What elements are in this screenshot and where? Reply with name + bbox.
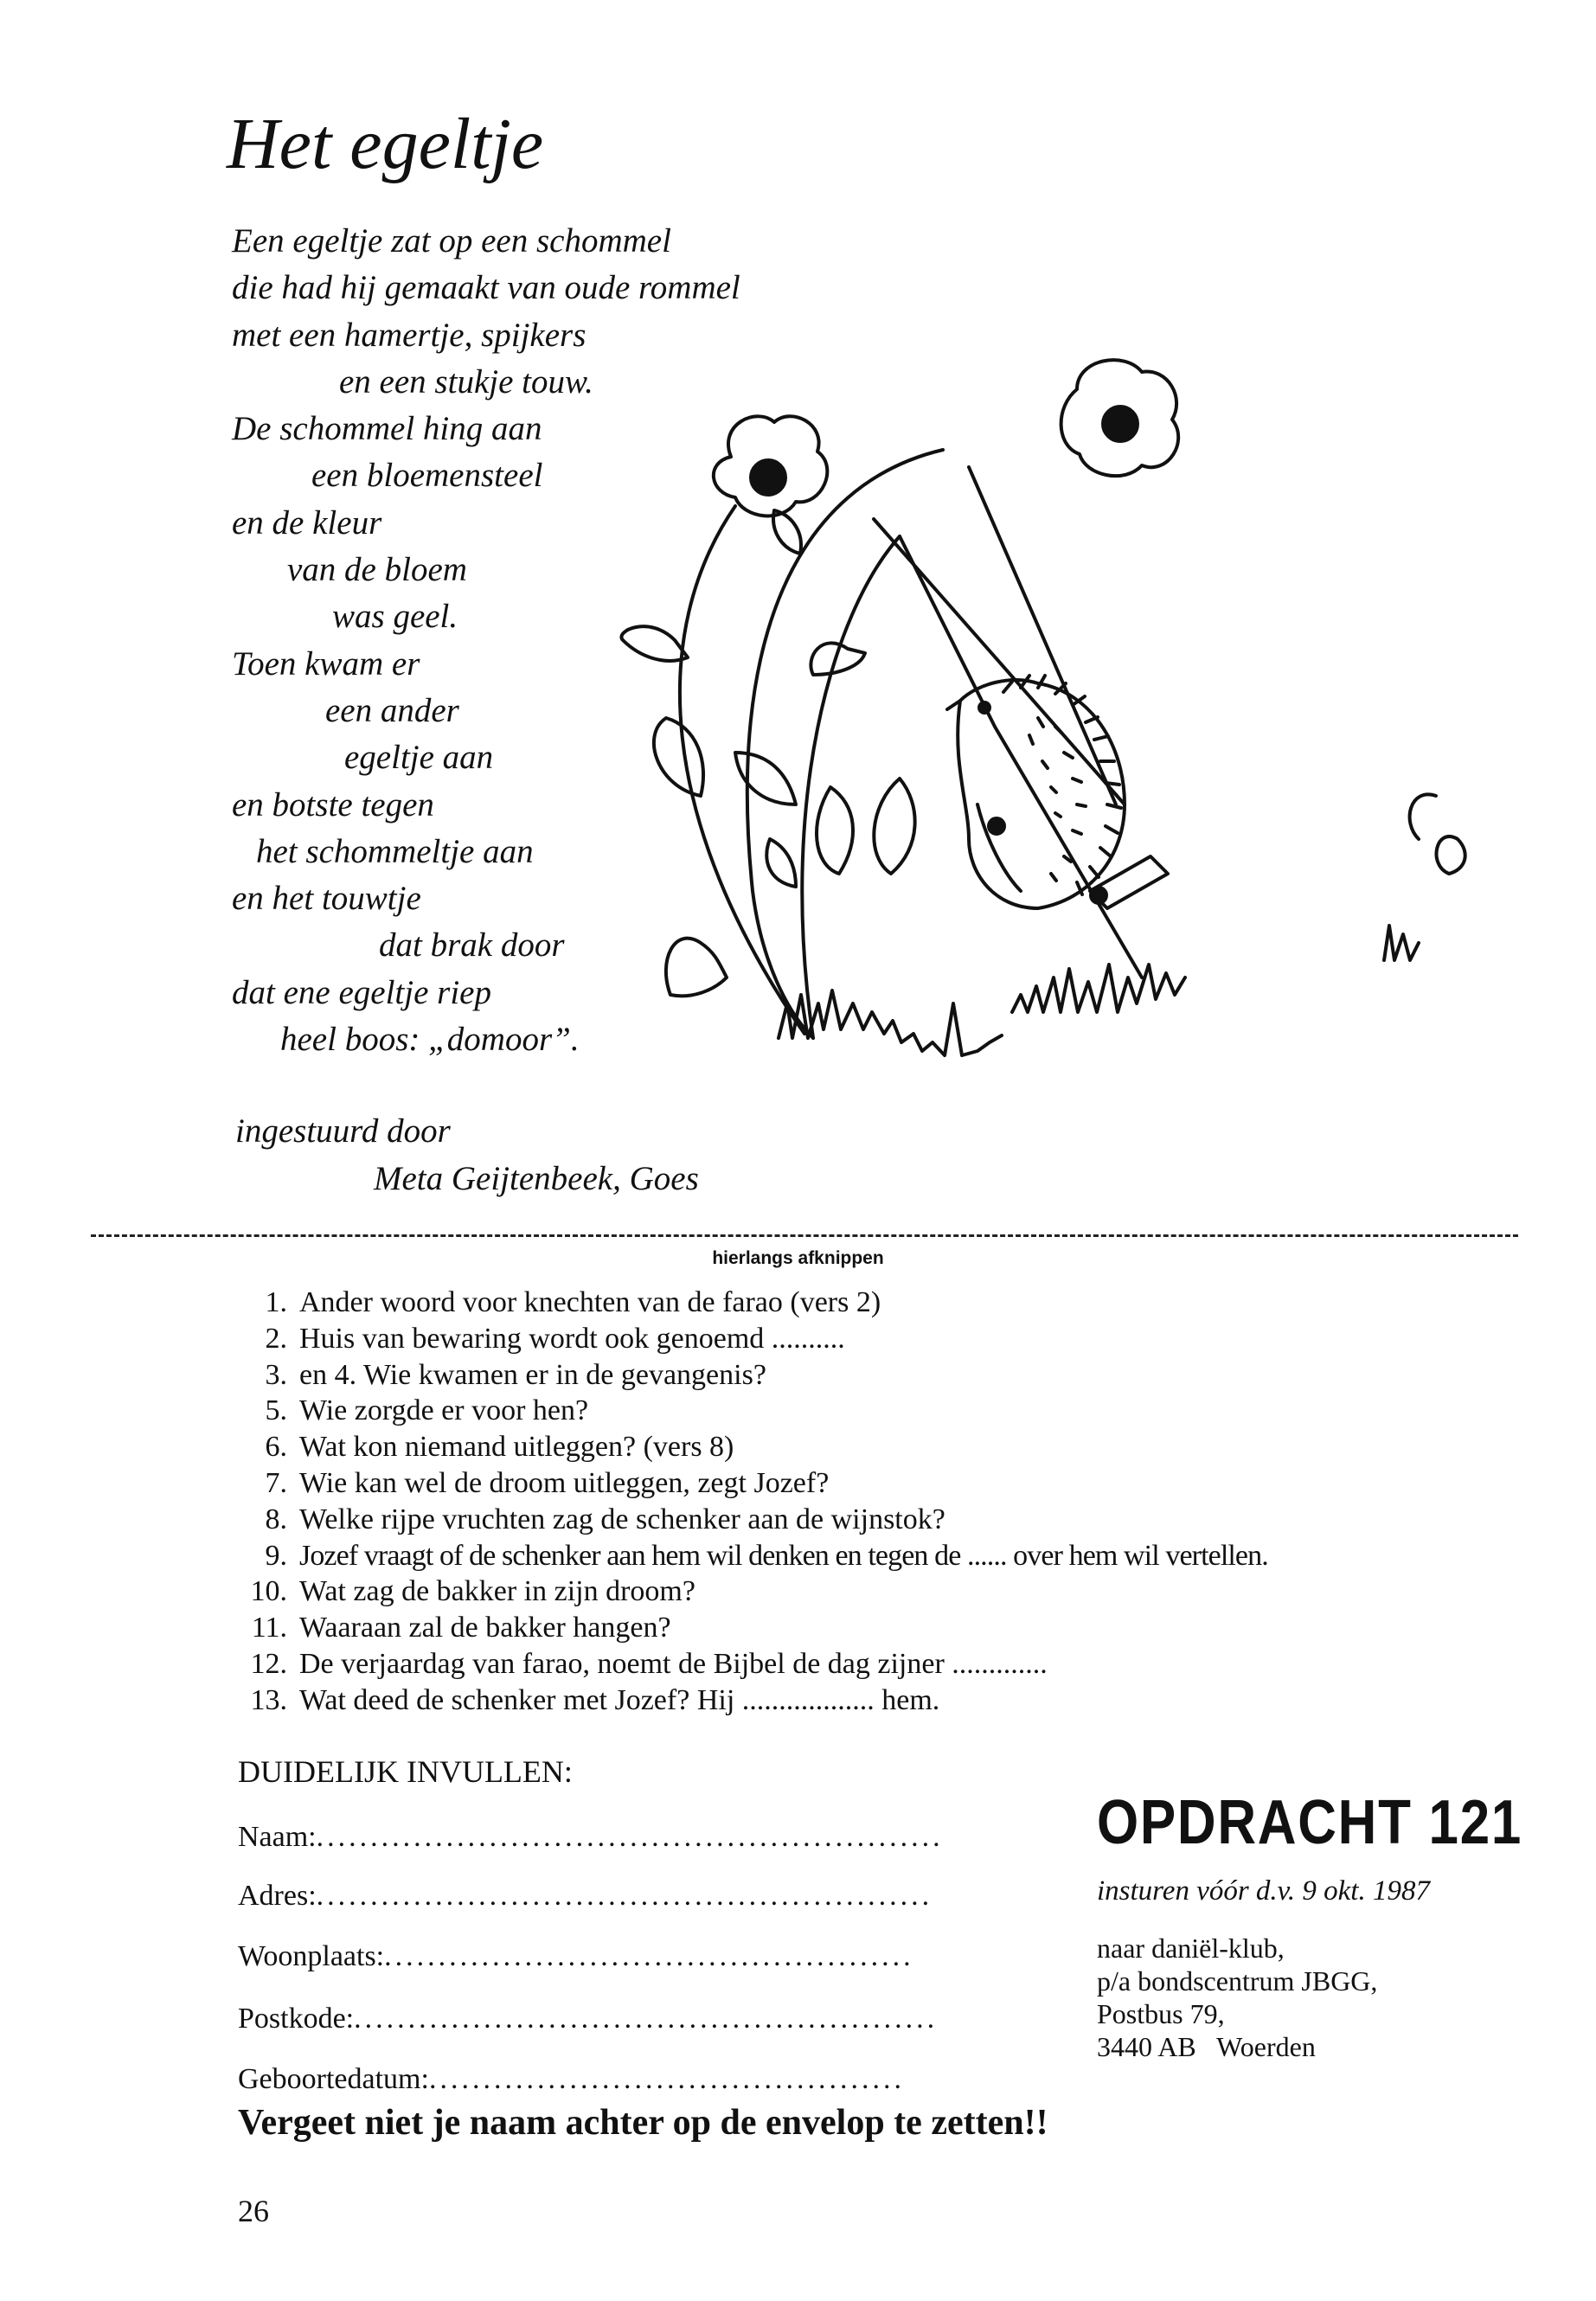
poem-line: dat ene egeltje riep (232, 973, 491, 1011)
page-number: 26 (238, 2194, 269, 2228)
list-item (227, 1502, 1268, 1538)
poem-line: die had hij gemaakt van oude rommel (232, 269, 740, 307)
question-number: 13. (250, 1683, 287, 1716)
question-text: Wie kan wel de droom uitleggen, zegt Jozef? (299, 1466, 830, 1499)
poem-line: heel boos: „domoor”. (280, 1021, 580, 1059)
name-field[interactable]: Naam:.......................................................... (238, 1821, 944, 1853)
form-heading: DUIDELIJK INVULLEN: (238, 1754, 573, 1789)
birthdate-field[interactable]: Geboortedatum:............................................ (238, 2063, 905, 2095)
poem-line: Toen kwam er (232, 644, 420, 683)
question-text: Wat deed de schenker met Jozef? Hij .................. hem. (299, 1683, 940, 1716)
list-item (227, 1429, 1268, 1465)
hedgehog-icon (947, 676, 1168, 908)
field-label: Naam: (238, 1821, 317, 1853)
question-number: 5. (265, 1394, 287, 1427)
flower-icon (714, 416, 827, 516)
list-item (227, 1538, 1268, 1574)
list-item (227, 1646, 1268, 1682)
question-number: 11. (251, 1612, 287, 1644)
credit-line: ingestuurd door (235, 1112, 451, 1150)
poem-line: een bloemensteel (311, 457, 543, 495)
flower-icon (1061, 360, 1179, 476)
poem-line: en het touwtje (232, 880, 421, 918)
question-text: Huis van bewaring wordt ook genoemd .......... (299, 1322, 845, 1355)
cut-line (91, 1234, 1518, 1237)
list-item (227, 1465, 1268, 1502)
list-item (227, 1574, 1268, 1610)
grass-icon (779, 926, 1419, 1055)
address-line: p/a bondscentrum JBGG, (1097, 1965, 1378, 1997)
field-label: Postkode: (238, 2003, 355, 2035)
address-line: 3440 AB Woerden (1097, 2031, 1316, 2062)
envelope-warning: Vergeet niet je naam achter op de envelop te zetten!! (238, 2103, 1048, 2143)
poem-line: met een hamertje, spijkers (232, 316, 586, 354)
deadline: insturen vóór d.v. 9 okt. 1987 (1097, 1875, 1430, 1907)
question-text: De verjaardag van farao, noemt de Bijbel de dag zijner ............. (299, 1647, 1048, 1680)
question-number: 6. (265, 1431, 287, 1464)
poem-line: dat brak door (379, 926, 565, 965)
list-item (227, 1610, 1268, 1646)
credit-author: Meta Geijtenbeek, Goes (374, 1160, 699, 1197)
list-item (227, 1285, 1268, 1321)
mailing-address (1097, 1932, 1377, 2063)
question-text: Jozef vraagt of de schenker aan hem wil denken en tegen de ...... over hem wil vertellen. (299, 1539, 1268, 1572)
field-label: Geboortedatum: (238, 2063, 429, 2095)
question-text: Ander woord voor knechten van de farao (vers 2) (299, 1286, 881, 1318)
list-item (227, 1321, 1268, 1357)
cut-label: hierlangs afknippen (712, 1248, 884, 1268)
question-list (227, 1285, 1268, 1719)
poem-line: een ander (325, 691, 459, 729)
poem-line: was geel. (332, 598, 458, 636)
poem-line: De schommel hing aan (232, 410, 542, 448)
address-line: naar daniël-klub, (1097, 1932, 1285, 1964)
poem-line: en botste tegen (232, 785, 434, 824)
question-text: Wat zag de bakker in zijn droom? (299, 1575, 695, 1608)
question-text: en 4. Wie kwamen er in de gevangenis? (299, 1358, 766, 1391)
question-number: 2. (265, 1322, 287, 1355)
question-text: Wie zorgde er voor hen? (299, 1394, 589, 1427)
poem-line: en een stukje touw. (339, 362, 593, 401)
postcode-field[interactable]: Postkode:...................................................... (238, 2003, 939, 2035)
question-number: 3. (265, 1358, 287, 1391)
page-title: Het egeltje (227, 104, 544, 184)
hedgehog-swing-illustration (606, 355, 1522, 1116)
question-text: Welke rijpe vruchten zag de schenker aan de wijnstok? (299, 1503, 945, 1535)
question-number: 9. (265, 1539, 287, 1572)
question-number: 12. (250, 1647, 287, 1680)
city-field[interactable]: Woonplaats:................................................. (238, 1940, 914, 1972)
question-number: 1. (265, 1286, 287, 1318)
address-field[interactable]: Adres:......................................................... (238, 1880, 933, 1912)
credit (235, 1107, 699, 1202)
poem-line: van de bloem (287, 551, 467, 589)
address-line: Postbus 79, (1097, 1998, 1225, 2029)
assignment-title: OPDRACHT 121 (1097, 1788, 1523, 1857)
list-item (227, 1393, 1268, 1429)
list-item (227, 1357, 1268, 1394)
question-text: Wat kon niemand uitleggen? (vers 8) (299, 1431, 734, 1464)
poem-line: Een egeltje zat op een schommel (232, 222, 671, 260)
question-number: 10. (250, 1575, 287, 1608)
poem-line: het schommeltje aan (256, 832, 534, 870)
field-label: Woonplaats: (238, 1940, 385, 1972)
poem-line: en de kleur (232, 503, 382, 542)
question-number: 8. (265, 1503, 287, 1535)
field-label: Adres: (238, 1880, 317, 1912)
question-text: Waaraan zal de bakker hangen? (299, 1612, 671, 1644)
list-item (227, 1682, 1268, 1719)
poem-line: egeltje aan (344, 739, 494, 777)
question-number: 7. (265, 1466, 287, 1499)
leaf-icon (621, 510, 914, 887)
